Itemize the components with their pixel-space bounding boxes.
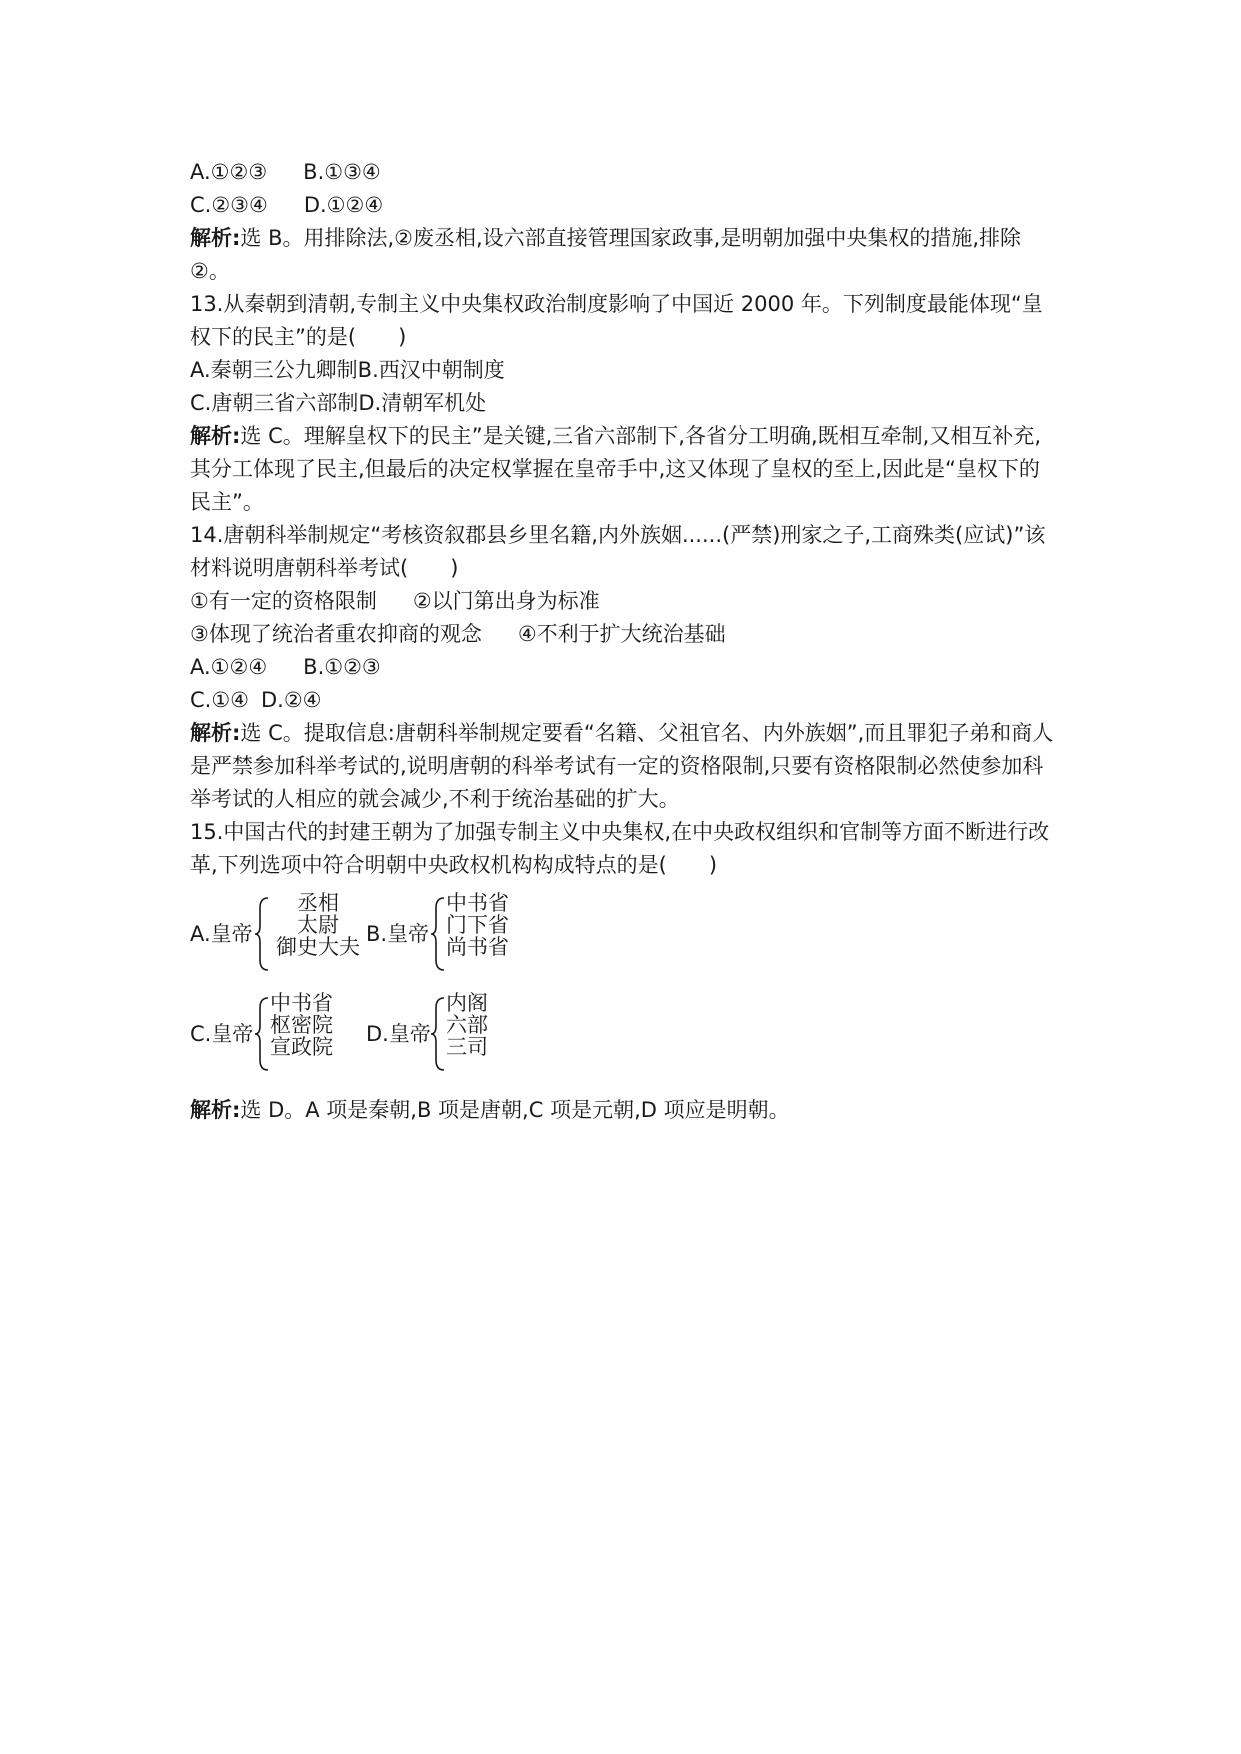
analysis-label: 解析: bbox=[190, 226, 241, 250]
q14-option-c[interactable]: C.①④ bbox=[190, 688, 249, 712]
list-item: 三司 bbox=[446, 1035, 488, 1059]
list-item: 门下省 bbox=[446, 913, 509, 937]
q12-analysis bbox=[190, 222, 1060, 288]
q14-statement-2: ②以门第出身为标准 bbox=[412, 589, 600, 613]
q14-statement-3: ③体现了统治者重农抑商的观念 bbox=[190, 622, 482, 646]
q13-options-cd[interactable]: C.唐朝三省六部制D.清朝军机处 bbox=[190, 391, 487, 415]
analysis-label: 解析: bbox=[190, 424, 241, 448]
q13-stem: 13.从秦朝到清朝,专制主义中央集权政治制度影响了中国近 2000 年。下列制度最能体现“皇权下的民主”的是( ) bbox=[190, 292, 1043, 349]
list-item: 丞相 bbox=[297, 891, 339, 915]
q14-analysis-text: 选 C。提取信息:唐朝科举制规定要看“名籍、父祖官名、内外族姻”,而且罪犯子弟和商人是严禁参加科举考试的,说明唐朝的科举考试有一定的资格限制,只要有资格限制必然使参加科举考试的人相应的就会减少,不利于统治基础的扩大。 bbox=[190, 721, 1054, 811]
analysis-label: 解析: bbox=[190, 721, 241, 745]
q15-option-a-items bbox=[270, 892, 366, 958]
q15-option-b-items bbox=[446, 892, 509, 958]
q12-option-c[interactable]: C.②③④ bbox=[190, 193, 268, 217]
q14-options-ab bbox=[190, 651, 1060, 684]
list-item: 御史大夫 bbox=[276, 935, 360, 959]
q12-options-cd bbox=[190, 189, 1060, 222]
q15-analysis-text: 选 D。A 项是秦朝,B 项是唐朝,C 项是元朝,D 项应是明朝。 bbox=[240, 1098, 790, 1122]
list-item: 尚书省 bbox=[446, 935, 509, 959]
q13-options-ab[interactable]: A.秦朝三公九卿制B.西汉中朝制度 bbox=[190, 358, 505, 382]
q15-option-c-label: C.皇帝 bbox=[190, 1022, 254, 1046]
q15-option-d-items bbox=[446, 992, 488, 1058]
q12-option-a[interactable]: A.①②③ bbox=[190, 160, 268, 184]
list-item: 中书省 bbox=[270, 991, 333, 1015]
q15-option-a-label: A.皇帝 bbox=[190, 922, 253, 946]
document-page bbox=[190, 156, 1060, 1127]
q15-stem: 15.中国古代的封建王朝为了加强专制主义中央集权,在中央政权组织和官制等方面不断进行改革,下列选项中符合明朝中央政权机构构成特点的是( ) bbox=[190, 820, 1050, 877]
curly-brace-icon bbox=[254, 896, 270, 972]
q15-option-d-label: D.皇帝 bbox=[366, 1022, 431, 1046]
q14-option-a[interactable]: A.①②④ bbox=[190, 655, 268, 679]
q14-statement-4: ④不利于扩大统治基础 bbox=[517, 622, 726, 646]
q14-analysis bbox=[190, 717, 1060, 816]
list-item: 太尉 bbox=[297, 913, 339, 937]
q14-options-cd bbox=[190, 684, 1060, 717]
q12-option-d[interactable]: D.①②④ bbox=[303, 193, 384, 217]
q15-options-cd bbox=[190, 992, 1060, 1076]
q12-option-b[interactable]: B.①③④ bbox=[303, 160, 381, 184]
q14-statements-row1 bbox=[190, 585, 1060, 618]
q13-analysis bbox=[190, 420, 1060, 519]
q15-option-b-label: B.皇帝 bbox=[366, 922, 430, 946]
q12-options-ab bbox=[190, 156, 1060, 189]
list-item: 六部 bbox=[446, 1013, 488, 1037]
q14-option-b[interactable]: B.①②③ bbox=[303, 655, 381, 679]
curly-brace-icon bbox=[430, 896, 446, 972]
q15-option-c-items bbox=[270, 992, 333, 1058]
list-item: 内阁 bbox=[446, 991, 488, 1015]
curly-brace-icon bbox=[254, 996, 270, 1072]
q13-analysis-text: 选 C。理解皇权下的民主”是关键,三省六部制下,各省分工明确,既相互牵制,又相互补充,其分工体现了民主,但最后的决定权掌握在皇帝手中,这又体现了皇权的至上,因此是“皇权下的民主”。 bbox=[190, 424, 1041, 514]
q15-analysis bbox=[190, 1094, 1060, 1127]
q14-option-d[interactable]: D.②④ bbox=[261, 688, 322, 712]
analysis-label: 解析: bbox=[190, 1098, 241, 1122]
q12-analysis-text: 选 B。用排除法,②废丞相,设六部直接管理国家政事,是明朝加强中央集权的措施,排除②。 bbox=[190, 226, 1022, 283]
q15-options-ab bbox=[190, 892, 1060, 976]
list-item: 枢密院 bbox=[270, 1013, 333, 1037]
list-item: 中书省 bbox=[446, 891, 509, 915]
q14-statement-1: ①有一定的资格限制 bbox=[190, 589, 377, 613]
q14-statements-row2 bbox=[190, 618, 1060, 651]
list-item: 宣政院 bbox=[270, 1035, 333, 1059]
q14-stem: 14.唐朝科举制规定“考核资叙郡县乡里名籍,内外族姻......(严禁)刑家之子,工商殊类(应试)”该材料说明唐朝科举考试( ) bbox=[190, 523, 1046, 580]
curly-brace-icon bbox=[430, 996, 446, 1072]
